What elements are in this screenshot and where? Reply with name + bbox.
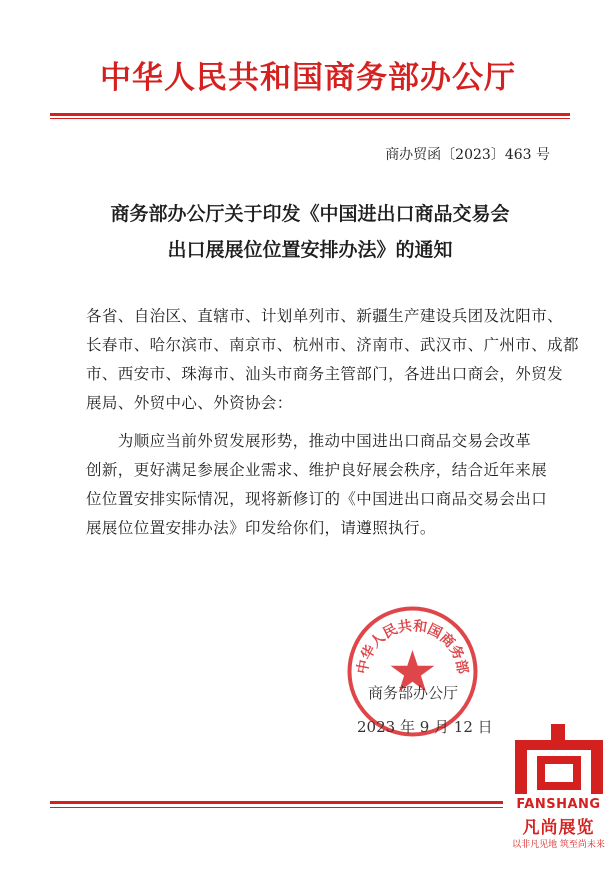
header-rule-thin — [50, 118, 570, 119]
watermark-logo — [503, 724, 614, 854]
signature-date: 2023 年 9 月 12 日 — [357, 718, 493, 736]
addressee-line: 市、西安市、珠海市、汕头市商务主管部门，各进出口商会，外贸发 — [86, 365, 564, 383]
body-line: 创新，更好满足参展企业需求、维护良好展会秩序，结合近年来展 — [86, 461, 548, 479]
footer-rule-thin — [50, 807, 570, 808]
addressee-line: 展局、外贸中心、外资协会： — [86, 394, 293, 412]
addressee-line: 各省、自治区、直辖市、计划单列市、新疆生产建设兵团及沈阳市、 — [86, 307, 564, 325]
watermark-slogan: 以非凡见地 筑至尚未来 — [512, 840, 605, 850]
document-title — [50, 196, 570, 268]
title-line: 出口展展位位置安排办法》的通知 — [167, 239, 453, 261]
body-line: 为顺应当前外贸发展形势，推动中国进出口商品交易会改革 — [86, 432, 532, 450]
issuer-header: 中华人民共和国商务部办公厅 — [100, 60, 516, 96]
body-line: 展展位位置安排办法》印发给你们，请遵照执行。 — [86, 519, 436, 537]
addressee-block — [86, 302, 579, 418]
watermark-brand: FANSHANG — [516, 797, 601, 812]
title-line: 商务部办公厅关于印发《中国进出口商品交易会 — [110, 203, 510, 225]
signature-organization: 商务部办公厅 — [368, 684, 459, 702]
body-paragraph — [86, 427, 556, 543]
header-rule-thick — [50, 113, 570, 116]
body-line: 位位置安排实际情况，现将新修订的《中国进出口商品交易会出口 — [86, 490, 548, 508]
footer-rule-thick — [50, 801, 570, 804]
seal-text: 中华人民共和国商务部 — [354, 618, 471, 676]
addressee-line: 长春市、哈尔滨市、南京市、杭州市、济南市、武汉市、广州市、成都 — [86, 336, 579, 354]
document-number: 商办贸函〔2023〕463 号 — [385, 147, 550, 163]
watermark-cn-name: 凡尚展览 — [522, 818, 595, 838]
fanshang-logo-icon — [511, 724, 607, 796]
